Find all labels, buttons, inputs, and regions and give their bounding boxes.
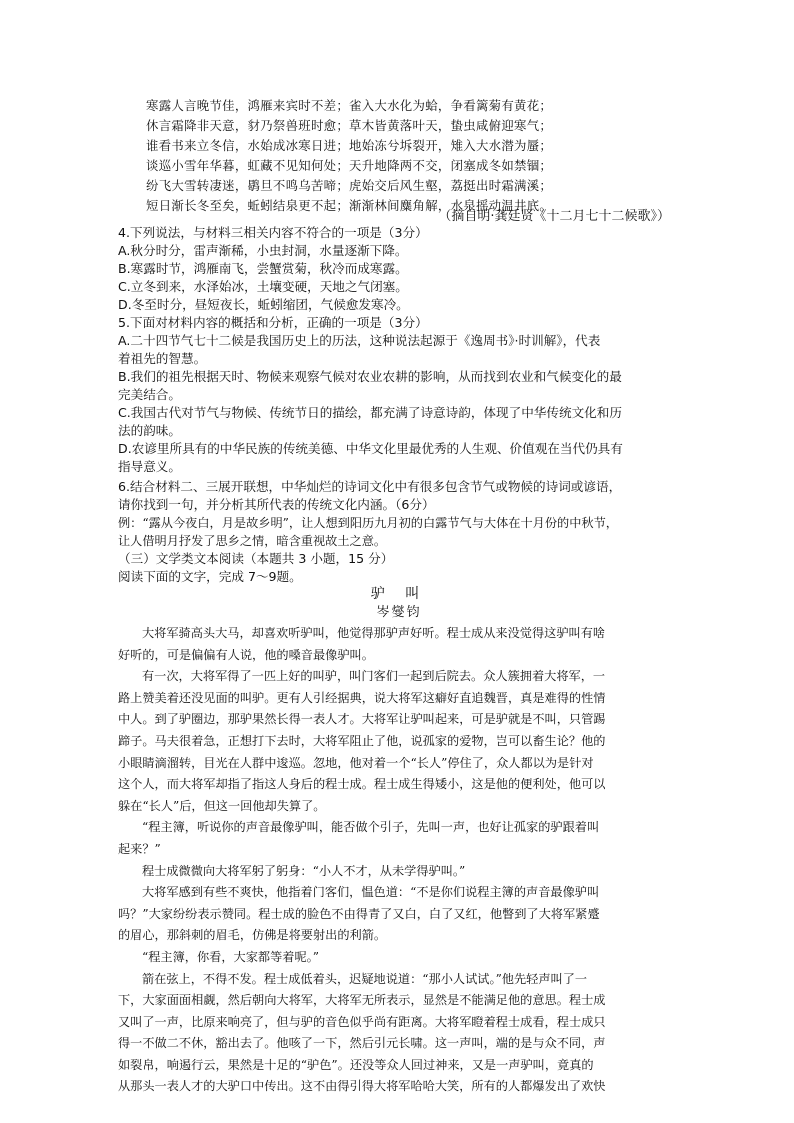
question-6-stem-line2: 请你找到一句，并分析其所代表的传统文化内涵。（6分） <box>118 497 435 512</box>
poem-line: 谁看书来立冬信，水始成冰寒日进；地始冻兮坼裂开，雉入大水潜为蜃； <box>146 138 553 153</box>
story-line: 这个人，而大将军却指了指这人身后的程士成。程士成生得矮小，这是他的便利处，他可以 <box>118 777 606 792</box>
question-4-option-b: B.寒露时节，鸿雁南飞，尝蟹赏菊，秋冷而成寒露。 <box>118 261 408 276</box>
poem-block <box>146 96 706 216</box>
question-4-option-c: C.立冬到来，水泽始冰，土壤变硬，天地之气闭塞。 <box>118 279 408 294</box>
question-4-option-a: A.秋分时分，雷声渐稀，小虫封洞，水量逐渐下降。 <box>118 243 408 258</box>
question-5-option-d-line2: 指导意义。 <box>118 459 181 474</box>
question-6-example-line1: 例：“露从今夜白，月是故乡明”，让人想到阳历九月初的白露节气与大体在十月份的中秋节， <box>118 516 618 530</box>
section-instruction: 阅读下面的文字，完成 7～9题。 <box>118 569 302 584</box>
story-line: 中人。到了驴圈边，那驴果然长得一表人才。大将军让驴叫起来，可是驴就是不叫，只管踢 <box>118 712 606 727</box>
story-line: 躲在“长人”后，但这一回他却失算了。 <box>118 798 326 813</box>
question-5-option-c-line2: 法的韵味。 <box>118 423 181 438</box>
story-line: 有一次，大将军得了一匹上好的叫驴，叫门客们一起到后院去。众人簇拥着大将军，一 <box>142 669 606 684</box>
story-line: 得一不做二不休，豁出去了。他咳了一下，然后引元长啸。这一声叫，端的是与众不同，声 <box>118 1036 606 1051</box>
story-title: 驴 叫 <box>370 586 428 602</box>
poem-line: 短日渐长冬至矣，蚯蚓结泉更不起；渐渐林间麋角解，水泉摇动温井底。 <box>146 198 553 213</box>
question-4 <box>118 224 680 314</box>
question-5-option-b-line1: B.我们的祖先根据天时、物候来观察气候对农业农耕的影响，从而找到农业和气候变化的最 <box>118 369 622 384</box>
story-line: 小眼睛滴溜转，目光在人群中逡巡。忽地，他对着一个“长人”停住了，众人都以为是针对 <box>118 755 594 770</box>
question-5-option-a-line2: 着祖先的智慧。 <box>118 351 207 366</box>
question-4-stem: 4.下列说法，与材料三相关内容不符合的一项是（3分） <box>118 225 428 240</box>
story-line: 箭在弦上，不得不发。程士成低着头，迟疑地说道：“那小人试试。”他先轻声叫了一 <box>142 971 588 986</box>
section-heading: （三）文学类文本阅读（本题共 3 小题，15 分） <box>118 551 394 566</box>
story-line: 程士成微微向大将军躬了躬身：“小人不才，从未学得驴叫。” <box>142 863 466 878</box>
question-5-stem: 5.下面对材料内容的概括和分析，正确的一项是（3分） <box>118 315 428 330</box>
story-line: “程主簿，听说你的声音最像驴叫，能否做个引子，先叫一声，也好让孤家的驴跟着叫 <box>142 820 600 835</box>
story-line: 路上赞美着还没见面的叫驴。更有人引经据典，说大将军这癖好直追魏晋，真是难得的性情 <box>118 690 606 705</box>
story-body <box>118 623 680 1098</box>
story-line: 的眉心，那斜刺的眉毛，仿佛是将要射出的利箭。 <box>118 928 387 943</box>
story-line: “程主簿，你看，大家都等着呢。” <box>142 949 319 964</box>
story-author: 岑燮钧 <box>376 605 422 620</box>
story-line: 大将军感到有些不爽快，他指着门客们，愠色道：“不是你们说程主簿的声音最像驴叫 <box>142 885 600 900</box>
question-5-option-c-line1: C.我国古代对节气与物候、传统节日的描绘，都充满了诗意诗韵，体现了中华传统文化和历 <box>118 405 622 420</box>
question-4-option-d: D.冬至时分，昼短夜长，蚯蚓缩团，气候愈发寒冷。 <box>118 297 409 312</box>
story-line: 从那头一表人才的大驴口中传出。这不由得引得大将军哈哈大笑，所有的人都爆发出了欢快 <box>118 1079 606 1094</box>
question-6-stem-line1: 6.结合材料二、三展开联想，中华灿烂的诗词文化中有很多包含节气或物候的诗词或谚语， <box>118 479 622 494</box>
poem-line: 纷飞大雪转凄迷，鹖旦不鸣乌苦啼；虎始交后风生壑，荔挺出时霜满溪； <box>146 178 553 193</box>
story-line: 起来？” <box>118 841 161 856</box>
question-5 <box>118 314 680 476</box>
story-line: 好听的，可是偏偏有人说，他的嗓音最像驴叫。 <box>118 647 374 662</box>
question-6-example-line2: 让人借明月抒发了思乡之情，暗含重视故土之意。 <box>118 534 387 548</box>
question-6 <box>118 478 680 586</box>
question-5-option-a-line1: A.二十四节气七十二候是我国历史上的历法，这种说法起源于《逸周书》·时训解》，代表 <box>118 333 601 348</box>
story-line: 蹄子。马夫很着急，正想打下去时，大将军阻止了他，说孤家的爱物，岂可以畜生论？他的 <box>118 733 606 748</box>
story-line: 如裂帛，响遏行云，果然是十足的“驴色”。还没等众人回过神来，又是一声驴叫，竟真的 <box>118 1057 594 1072</box>
story-line: 下，大家面面相觑，然后朝向大将军，大将军无所表示，显然是不能满足他的意思。程士成 <box>118 993 606 1008</box>
poem-line: 寒露人言晚节佳，鸿雁来宾时不差；雀入大水化为蛤，争看篱菊有黄花； <box>146 98 553 113</box>
story-line: 吗？”大家纷纷表示赞同。程士成的脸色不由得青了又白，白了又红，他瞥到了大将军紧蹙 <box>118 906 600 921</box>
story-line: 大将军骑高头大马，却喜欢听驴叫，他觉得那驴声好听。程士成从来没觉得这驴叫有啥 <box>142 626 606 640</box>
poem-line: 休言霜降非天意，豺乃祭兽班时愈；草木皆黄落叶天，蛰虫咸俯迎寒气； <box>146 118 553 133</box>
question-5-option-b-line2: 完美结合。 <box>118 387 181 402</box>
poem-attribution: （摘自明·龚廷贤《十二月七十二候歌》） <box>438 209 670 224</box>
question-5-option-d-line1: D.农谚里所具有的中华民族的传统美德、中华文化里最优秀的人生观、价值观在当代仍具有 <box>118 441 623 456</box>
story-line: 又叫了一声，比原来响亮了，但与驴的音色似乎尚有距离。大将军瞪着程士成看，程士成只 <box>118 1014 606 1029</box>
poem-line: 谈巡小雪年华暮，虹藏不见知何处；天升地降两不交，闭塞成冬如禁锢； <box>146 158 553 173</box>
